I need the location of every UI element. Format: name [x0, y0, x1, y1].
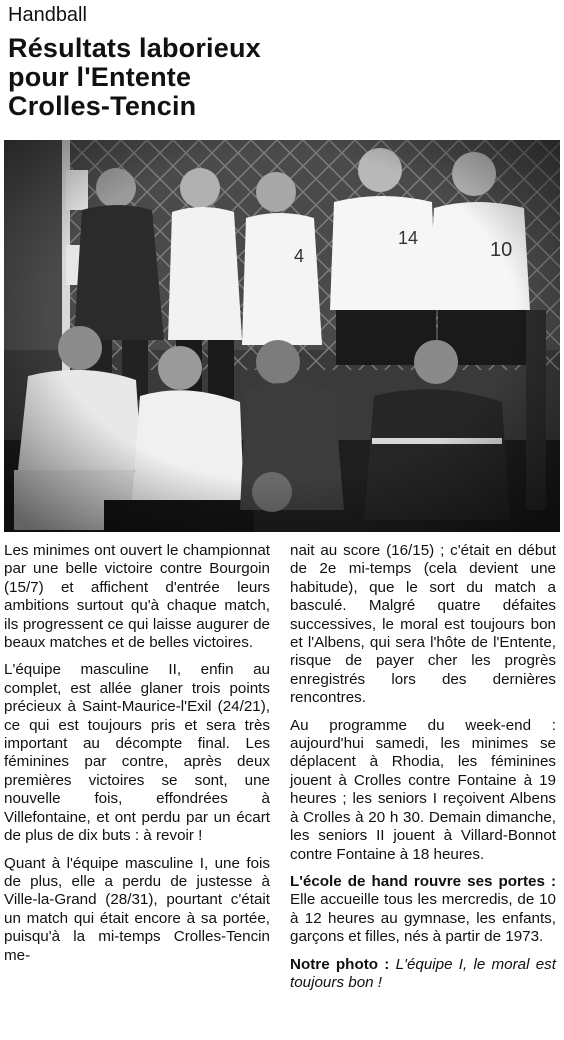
headline-line-3: Crolles-Tencin [8, 91, 197, 121]
caption-label: Notre photo : [290, 955, 390, 973]
article-column-2 [290, 542, 556, 1001]
team-photo-illustration [4, 140, 560, 532]
photo-caption [290, 956, 556, 993]
article-column-1 [4, 542, 270, 974]
paragraph-continuation: nait au score (16/15) ; c'était en début de 2e mi-temps (cela devient une habitude), que le sort du match a basculé. Malgré quatre défaites successives, le moral est toujours bon et l'Albens, qui sera l'hôte de l'Entente, risque de payer cher les progrès enregistrés lors des dernières rencontres. [290, 542, 556, 707]
paragraph-masculine-1: Quant à l'équipe masculine I, une fois de plus, elle a perdu de justesse à Ville-la-Grand (28/31), pourtant c'était un match qui était encore à sa portée, puisqu'à la mi-temps Crolles-Tencin me- [4, 854, 270, 964]
section-rubric: Handball [8, 4, 87, 26]
ecole-title: L'école de hand rouvre ses portes : [290, 872, 556, 890]
paragraph-programme: Au programme du week-end : aujourd'hui samedi, les minimes se déplacent à Rhodia, les féminines jouent à Crolles contre Fontaine à 19 heures ; les seniors I reçoivent Albens à Crolles à 20 h 30. Demain dimanche, les seniors II jouent à Villard-Bonnot contre Fontaine à 18 heures. [290, 716, 556, 863]
team-photo [4, 140, 560, 532]
paragraph-masculine-2: L'équipe masculine II, enfin au complet, est allée glaner trois points précieux à Saint-Maurice-l'Exil (24/21), ce qui est toujours pris et sera très important au décompte final. Les féminines par contre, après deux premières victoires se sont, une nouvelle fois, effondrées à Villefontaine, et ont perdu par un écart de plus de dix buts : à revoir ! [4, 661, 270, 845]
paragraph-ecole [290, 873, 556, 947]
headline-line-1: Résultats laborieux [8, 33, 261, 63]
headline-line-2: pour l'Entente [8, 62, 192, 92]
caption-text: L'équipe I, le moral est toujours bon ! [290, 955, 556, 991]
paragraph-minimes: Les minimes ont ouvert le championnat par une belle victoire contre Bourgoin (15/7) et affichent d'entrée leurs ambitions surtout qu'à chaque match, ils progressent ce qui laisse augurer de beaux matches et de belles victoires. [4, 542, 270, 652]
ecole-text: Elle accueille tous les mercredis, de 10 à 12 heures au gymnase, les enfants, garçons et filles, nés à partir de 1973. [290, 891, 556, 946]
article-headline [8, 34, 328, 121]
